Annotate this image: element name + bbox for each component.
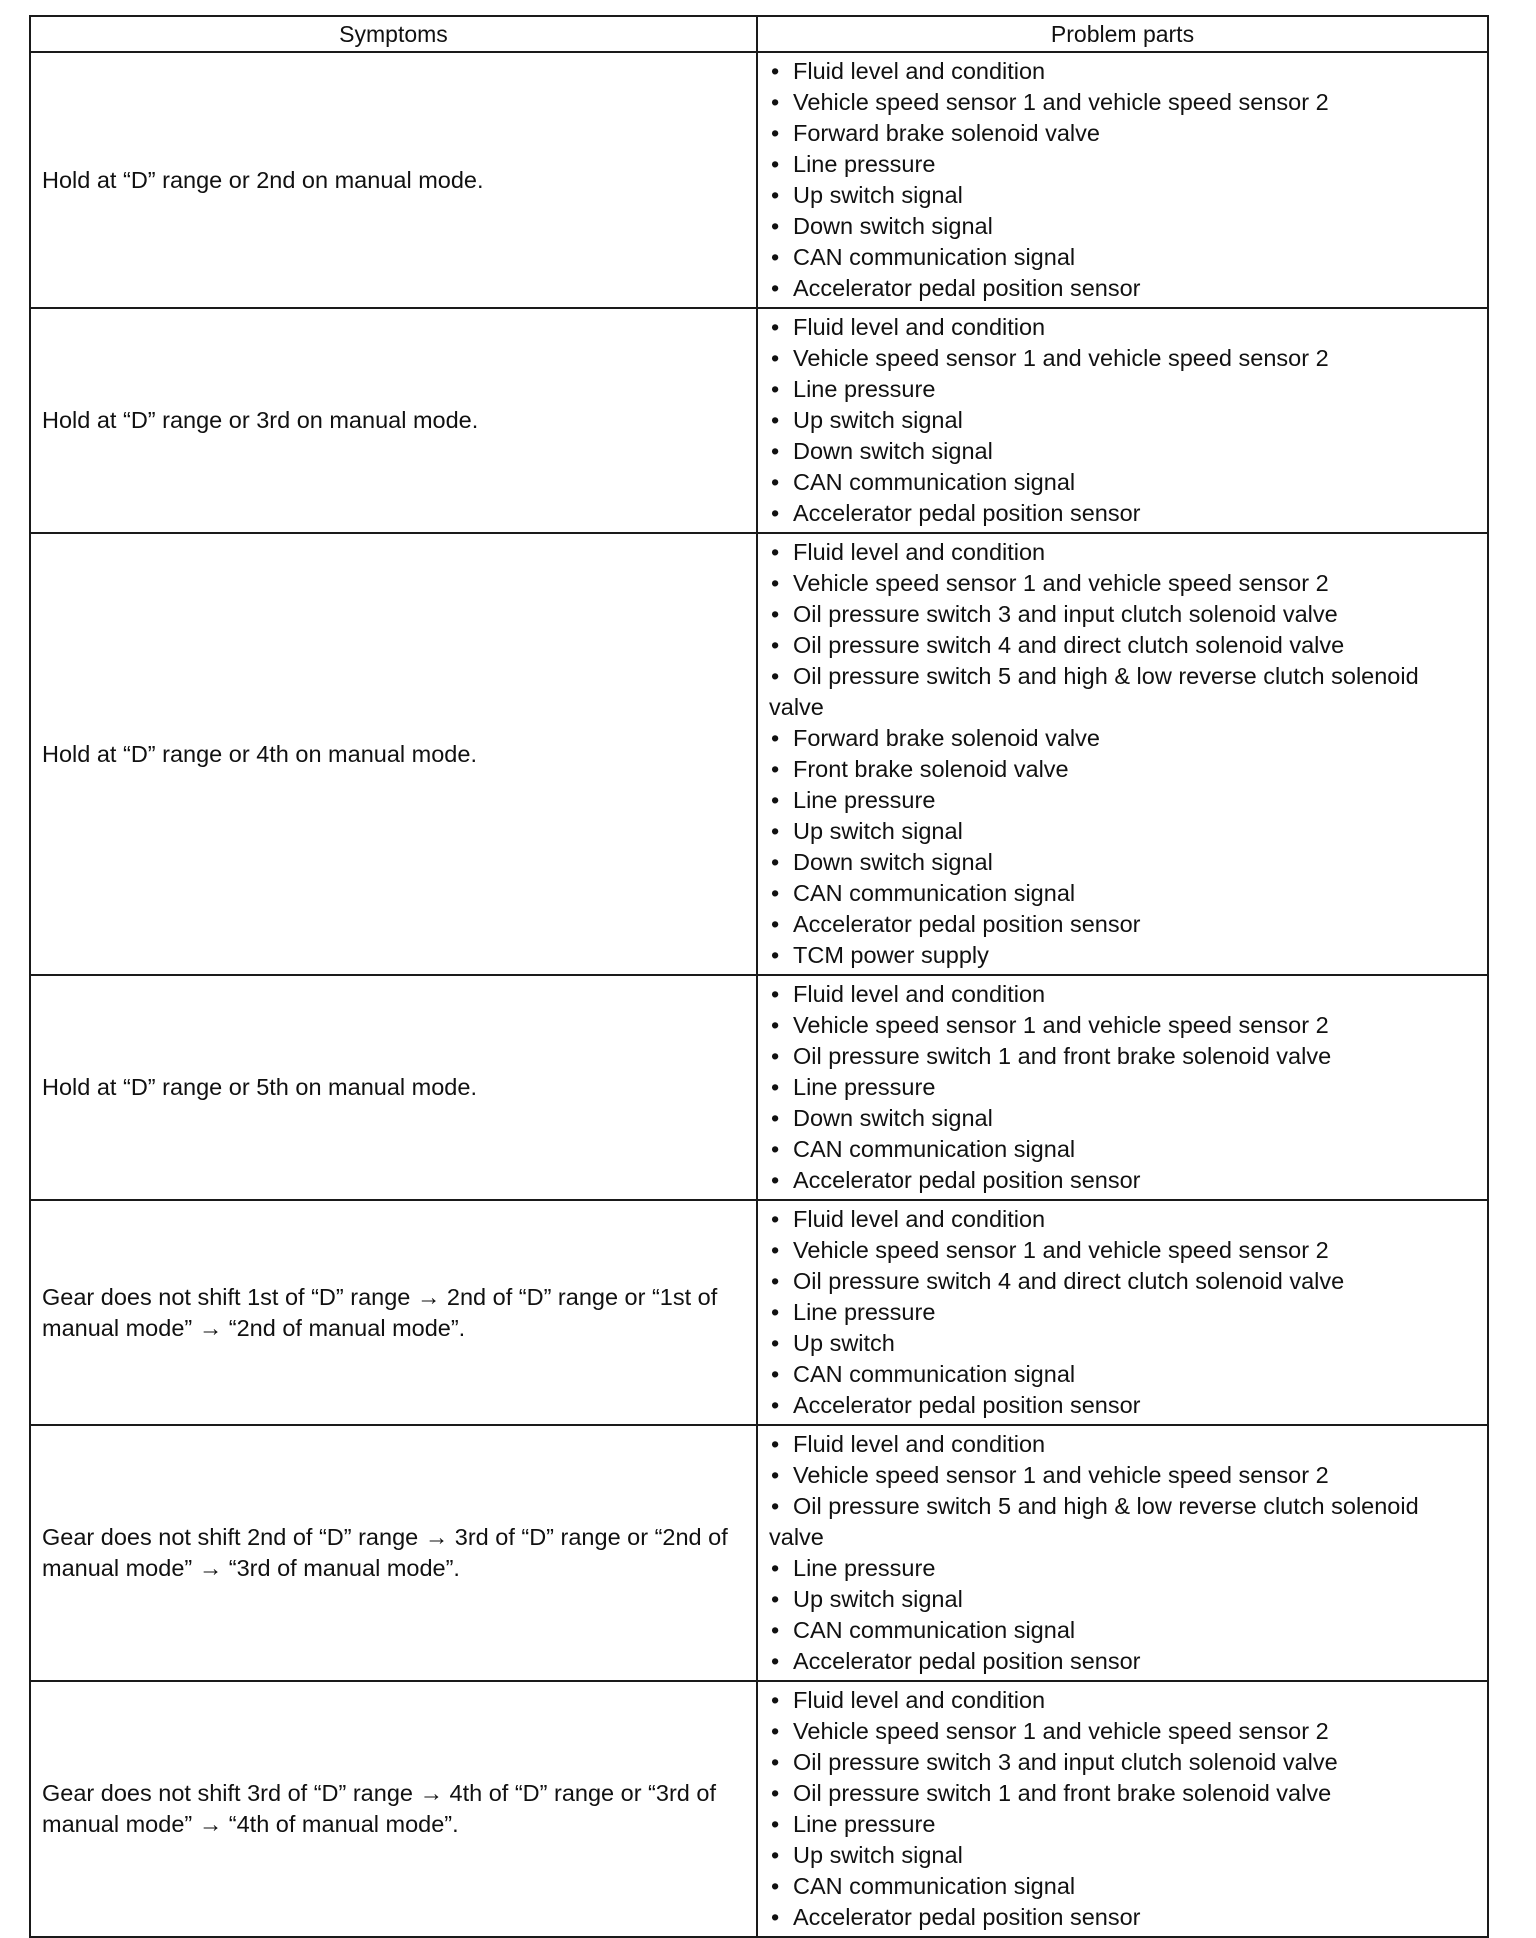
symptom-cell: Gear does not shift 2nd of “D” range → 3rd of “D” range or “2nd of manual mode” → “3rd of manual mode”. bbox=[30, 1425, 757, 1681]
problem-parts-list bbox=[758, 976, 1487, 1199]
problem-part-item: • Forward brake solenoid valve bbox=[769, 118, 1477, 149]
problem-part-item: • Accelerator pedal position sensor bbox=[769, 1646, 1477, 1677]
table-row bbox=[30, 1425, 1488, 1681]
problem-part-item: • Down switch signal bbox=[769, 211, 1477, 242]
symptom-cell: Hold at “D” range or 3rd on manual mode. bbox=[30, 308, 757, 533]
problem-part-item: • Oil pressure switch 3 and input clutch solenoid valve bbox=[769, 1747, 1477, 1778]
problem-part-item: • Accelerator pedal position sensor bbox=[769, 498, 1477, 529]
problem-part-item: • Down switch signal bbox=[769, 436, 1477, 467]
problem-part-item: • Line pressure bbox=[769, 1553, 1477, 1584]
problem-part-item: • Vehicle speed sensor 1 and vehicle speed sensor 2 bbox=[769, 1235, 1477, 1266]
problem-part-item: • Fluid level and condition bbox=[769, 56, 1477, 87]
problem-part-item: • Accelerator pedal position sensor bbox=[769, 1165, 1477, 1196]
problem-part-item: • Vehicle speed sensor 1 and vehicle speed sensor 2 bbox=[769, 1460, 1477, 1491]
problem-part-item: • Oil pressure switch 1 and front brake solenoid valve bbox=[769, 1778, 1477, 1809]
problem-part-item: • Accelerator pedal position sensor bbox=[769, 1390, 1477, 1421]
problem-part-item: • Oil pressure switch 5 and high & low reverse clutch solenoid valve bbox=[769, 661, 1477, 723]
problem-part-item: • CAN communication signal bbox=[769, 1134, 1477, 1165]
symptom-cell: Gear does not shift 1st of “D” range → 2nd of “D” range or “1st of manual mode” → “2nd of manual mode”. bbox=[30, 1200, 757, 1425]
problem-part-item: • Oil pressure switch 1 and front brake solenoid valve bbox=[769, 1041, 1477, 1072]
problem-part-item: • CAN communication signal bbox=[769, 1359, 1477, 1390]
problem-parts-cell bbox=[757, 308, 1488, 533]
problem-part-item: • CAN communication signal bbox=[769, 878, 1477, 909]
symptoms-table bbox=[29, 15, 1489, 1938]
problem-part-item: • Oil pressure switch 4 and direct clutch solenoid valve bbox=[769, 1266, 1477, 1297]
header-symptoms: Symptoms bbox=[30, 16, 757, 52]
problem-part-item: • Accelerator pedal position sensor bbox=[769, 273, 1477, 304]
problem-part-item: • Fluid level and condition bbox=[769, 979, 1477, 1010]
symptom-cell: Hold at “D” range or 4th on manual mode. bbox=[30, 533, 757, 975]
problem-part-item: • Line pressure bbox=[769, 149, 1477, 180]
table-row bbox=[30, 1200, 1488, 1425]
problem-part-item: • Vehicle speed sensor 1 and vehicle speed sensor 2 bbox=[769, 343, 1477, 374]
problem-part-item: • CAN communication signal bbox=[769, 467, 1477, 498]
symptom-cell: Hold at “D” range or 5th on manual mode. bbox=[30, 975, 757, 1200]
symptom-cell: Hold at “D” range or 2nd on manual mode. bbox=[30, 52, 757, 308]
problem-part-item: • Up switch bbox=[769, 1328, 1477, 1359]
problem-part-item: • Vehicle speed sensor 1 and vehicle speed sensor 2 bbox=[769, 1716, 1477, 1747]
problem-part-item: • Fluid level and condition bbox=[769, 1204, 1477, 1235]
table-row bbox=[30, 52, 1488, 308]
problem-part-item: • Front brake solenoid valve bbox=[769, 754, 1477, 785]
header-problem-parts: Problem parts bbox=[757, 16, 1488, 52]
problem-part-item: • Line pressure bbox=[769, 785, 1477, 816]
problem-part-item: • Down switch signal bbox=[769, 1103, 1477, 1134]
problem-parts-cell bbox=[757, 533, 1488, 975]
problem-part-item: • Forward brake solenoid valve bbox=[769, 723, 1477, 754]
problem-part-item: • Fluid level and condition bbox=[769, 537, 1477, 568]
problem-part-item: • Up switch signal bbox=[769, 180, 1477, 211]
problem-parts-list bbox=[758, 1201, 1487, 1424]
problem-parts-cell bbox=[757, 1681, 1488, 1937]
problem-part-item: • Vehicle speed sensor 1 and vehicle speed sensor 2 bbox=[769, 87, 1477, 118]
problem-part-item: • Vehicle speed sensor 1 and vehicle speed sensor 2 bbox=[769, 1010, 1477, 1041]
header-row bbox=[30, 16, 1488, 52]
table-row bbox=[30, 308, 1488, 533]
problem-part-item: • Fluid level and condition bbox=[769, 312, 1477, 343]
table-row bbox=[30, 975, 1488, 1200]
problem-parts-list bbox=[758, 534, 1487, 974]
problem-part-item: • Up switch signal bbox=[769, 1584, 1477, 1615]
problem-part-item: • TCM power supply bbox=[769, 940, 1477, 971]
problem-parts-list bbox=[758, 1682, 1487, 1936]
problem-part-item: • Oil pressure switch 4 and direct clutch solenoid valve bbox=[769, 630, 1477, 661]
problem-parts-cell bbox=[757, 52, 1488, 308]
problem-part-item: • Fluid level and condition bbox=[769, 1429, 1477, 1460]
problem-part-item: • Vehicle speed sensor 1 and vehicle speed sensor 2 bbox=[769, 568, 1477, 599]
problem-part-item: • Up switch signal bbox=[769, 405, 1477, 436]
problem-part-item: • Line pressure bbox=[769, 1809, 1477, 1840]
problem-parts-list bbox=[758, 53, 1487, 307]
problem-parts-cell bbox=[757, 1425, 1488, 1681]
problem-part-item: • Fluid level and condition bbox=[769, 1685, 1477, 1716]
problem-part-item: • Up switch signal bbox=[769, 816, 1477, 847]
problem-part-item: • CAN communication signal bbox=[769, 1615, 1477, 1646]
problem-parts-list bbox=[758, 309, 1487, 532]
problem-part-item: • Oil pressure switch 5 and high & low reverse clutch solenoid valve bbox=[769, 1491, 1477, 1553]
problem-part-item: • CAN communication signal bbox=[769, 1871, 1477, 1902]
problem-part-item: • Up switch signal bbox=[769, 1840, 1477, 1871]
table-row bbox=[30, 1681, 1488, 1937]
symptom-cell: Gear does not shift 3rd of “D” range → 4th of “D” range or “3rd of manual mode” → “4th of manual mode”. bbox=[30, 1681, 757, 1937]
problem-parts-cell bbox=[757, 975, 1488, 1200]
problem-part-item: • Oil pressure switch 3 and input clutch solenoid valve bbox=[769, 599, 1477, 630]
problem-part-item: • Line pressure bbox=[769, 1297, 1477, 1328]
table-body bbox=[30, 52, 1488, 1937]
problem-part-item: • Accelerator pedal position sensor bbox=[769, 1902, 1477, 1933]
problem-part-item: • Line pressure bbox=[769, 1072, 1477, 1103]
table-row bbox=[30, 533, 1488, 975]
problem-part-item: • Accelerator pedal position sensor bbox=[769, 909, 1477, 940]
problem-part-item: • Line pressure bbox=[769, 374, 1477, 405]
problem-parts-cell bbox=[757, 1200, 1488, 1425]
problem-part-item: • CAN communication signal bbox=[769, 242, 1477, 273]
problem-part-item: • Down switch signal bbox=[769, 847, 1477, 878]
problem-parts-list bbox=[758, 1426, 1487, 1680]
